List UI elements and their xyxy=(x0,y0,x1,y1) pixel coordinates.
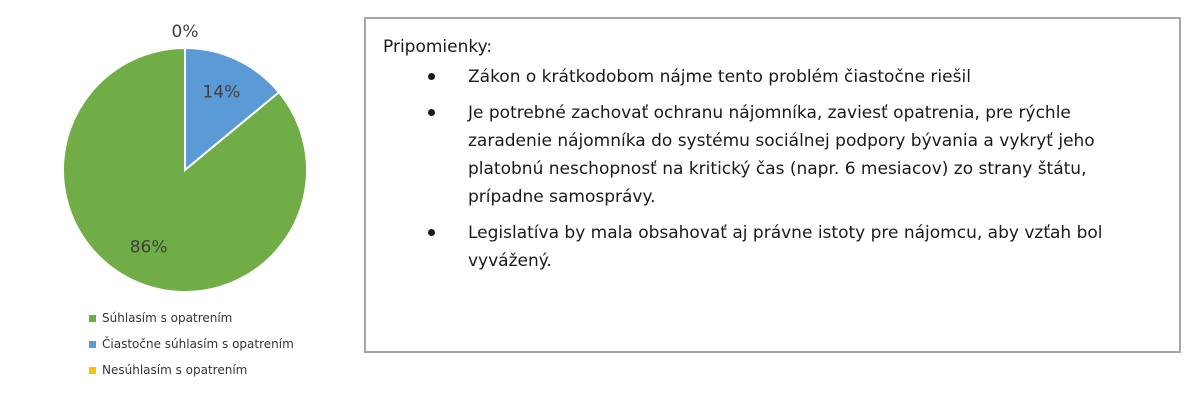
pie-chart xyxy=(0,0,360,330)
pie-label-suhlasim: 86% xyxy=(129,237,168,258)
pie-slices xyxy=(63,48,307,292)
notes-title: Pripomienky: xyxy=(383,37,493,57)
legend-item-suhlasim xyxy=(89,305,294,331)
notes-item-text: Je potrebné zachovať ochranu nájomníka, zaviesť opatrenia, pre rýchle zaradenie nájomníka do systému sociálnej podpory bývania a vykryť jeho platobnú neschopnosť na kritický čas (napr. 6 mesiacov) zo strany štátu, prípadne samosprávy. xyxy=(468,103,1095,207)
bullet-icon xyxy=(428,109,435,116)
legend-item-nesuhlasim xyxy=(89,357,294,383)
legend-label-nesuhlasim: Nesúhlasím s opatrením xyxy=(102,363,248,377)
legend-label-suhlasim: Súhlasím s opatrením xyxy=(102,311,233,325)
notes-item xyxy=(468,99,1158,211)
bullet-icon xyxy=(428,229,435,236)
legend-label-ciastocne: Čiastočne súhlasím s opatrením xyxy=(102,337,294,351)
chart-legend xyxy=(89,305,294,383)
legend-swatch-ciastocne xyxy=(89,341,96,348)
legend-swatch-suhlasim xyxy=(89,315,96,322)
pie-label-nesuhlasim: 0% xyxy=(171,22,199,42)
pie-label-ciastocne: 14% xyxy=(202,82,241,103)
notes-item-text: Legislatíva by mala obsahovať aj právne istoty pre nájomcu, aby vzťah bol vyvážený. xyxy=(468,223,1103,271)
legend-swatch-nesuhlasim xyxy=(89,367,96,374)
notes-item-text: Zákon o krátkodobom nájme tento problém čiastočne riešil xyxy=(468,67,971,87)
legend-item-ciastocne xyxy=(89,331,294,357)
notes-item xyxy=(468,63,1158,91)
bullet-icon xyxy=(428,73,435,80)
notes-item xyxy=(468,219,1158,275)
notes-list xyxy=(468,63,1158,283)
notes-box xyxy=(364,17,1181,353)
